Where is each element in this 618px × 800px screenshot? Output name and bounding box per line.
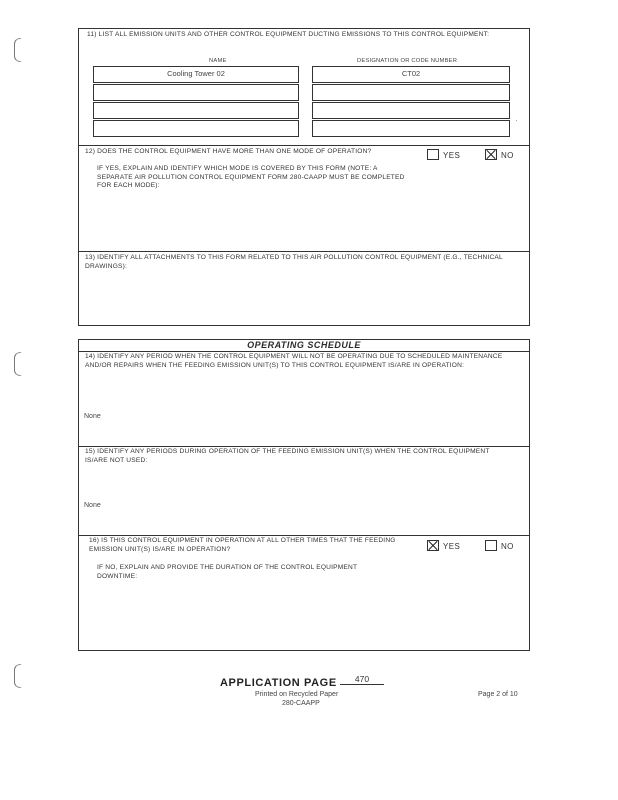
q16-yes-label: YES <box>443 542 461 551</box>
q14-answer[interactable]: None <box>84 413 101 420</box>
designation-code-4[interactable] <box>312 120 510 137</box>
emission-unit-name-3[interactable] <box>93 102 299 119</box>
q14-text: 14) IDENTIFY ANY PERIOD WHEN THE CONTROL EQUIPMENT WILL NOT BE OPERATING DUE TO SCHEDULED MAINTENANCE AND/OR REPAIRS WHEN THE FEEDING EMISSION UNIT(S) TO THIS CONTROL EQUIPMENT IS/ARE IN OPERATION: <box>85 353 503 369</box>
application-page-label: APPLICATION PAGE <box>220 677 337 689</box>
q12-yes-label: YES <box>443 151 461 160</box>
designation-header: DESIGNATION OR CODE NUMBER <box>357 58 458 64</box>
designation-code-1[interactable]: CT02 <box>312 66 510 83</box>
q16-yes-checkbox[interactable] <box>427 540 439 551</box>
divider <box>79 145 529 146</box>
stray-mark: ‘ <box>516 120 518 126</box>
section-operating-schedule <box>78 339 530 651</box>
name-header: NAME <box>209 58 227 64</box>
margin-mark <box>14 38 21 62</box>
q15-answer[interactable]: None <box>84 502 101 509</box>
q12-explain-text: IF YES, EXPLAIN AND IDENTIFY WHICH MODE IS COVERED BY THIS FORM (NOTE: A SEPARATE AIR POLLUTION CONTROL EQUIPMENT FORM 280-CAAPP MUST BE COMPLETED FOR EACH MODE): <box>97 165 405 190</box>
designation-code-2[interactable] <box>312 84 510 101</box>
q12-no-label: NO <box>501 151 514 160</box>
page-of-indicator: Page 2 of 10 <box>478 691 518 698</box>
q12-no-checkbox[interactable] <box>485 149 497 160</box>
divider <box>79 446 529 447</box>
application-page-number: 470 <box>340 674 384 685</box>
operating-schedule-heading: OPERATING SCHEDULE <box>79 340 529 352</box>
q16-answer-area[interactable] <box>93 590 513 644</box>
q16-text: 16) IS THIS CONTROL EQUIPMENT IN OPERATION AT ALL OTHER TIMES THAT THE FEEDING EMISSION UNIT(S) IS/ARE IN OPERATION? <box>89 537 396 553</box>
q13-answer-area[interactable] <box>93 277 513 321</box>
margin-mark <box>14 352 21 376</box>
q15-text: 15) IDENTIFY ANY PERIODS DURING OPERATION OF THE FEEDING EMISSION UNIT(S) WHEN THE CONTROL EQUIPMENT IS/ARE NOT USED: <box>85 448 490 464</box>
q12-text: 12) DOES THE CONTROL EQUIPMENT HAVE MORE THAN ONE MODE OF OPERATION? <box>85 148 372 155</box>
emission-unit-name-4[interactable] <box>93 120 299 137</box>
q12-yes-checkbox[interactable] <box>427 149 439 160</box>
margin-mark <box>14 664 21 688</box>
emission-unit-name-1[interactable]: Cooling Tower 02 <box>93 66 299 83</box>
designation-code-3[interactable] <box>312 102 510 119</box>
q13-text: 13) IDENTIFY ALL ATTACHMENTS TO THIS FORM RELATED TO THIS AIR POLLUTION CONTROL EQUIPMENT (E.G., TECHNICAL DRAWINGS): <box>85 254 503 270</box>
divider <box>79 535 529 536</box>
q12-answer-area[interactable] <box>93 195 513 249</box>
section-equipment <box>78 28 530 326</box>
divider <box>79 251 529 252</box>
q16-no-checkbox[interactable] <box>485 540 497 551</box>
recycled-paper-note: Printed on Recycled Paper <box>255 691 339 698</box>
q16-explain-text: IF NO, EXPLAIN AND PROVIDE THE DURATION OF THE CONTROL EQUIPMENT DOWNTIME: <box>97 564 358 580</box>
q16-no-label: NO <box>501 542 514 551</box>
q11-text: 11) LIST ALL EMISSION UNITS AND OTHER CONTROL EQUIPMENT DUCTING EMISSIONS TO THIS CONTROL EQUIPMENT: <box>87 31 490 38</box>
emission-unit-name-2[interactable] <box>93 84 299 101</box>
form-code: 280-CAAPP <box>282 700 320 707</box>
